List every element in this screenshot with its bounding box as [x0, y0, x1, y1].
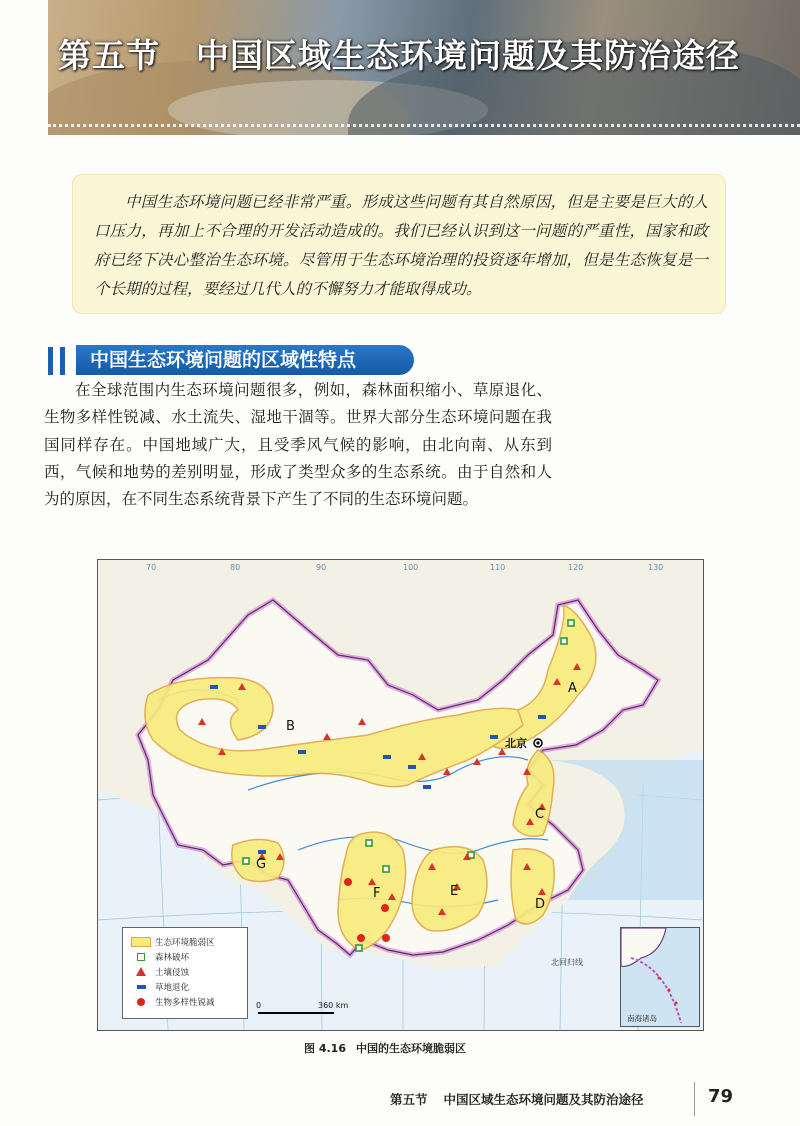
- region-label-b: B: [286, 719, 295, 734]
- legend-item: [131, 964, 247, 979]
- caption-text: 中国的生态环境脆弱区: [355, 1042, 466, 1055]
- section-heading: [44, 345, 416, 377]
- intro-box: [72, 174, 726, 314]
- region-label-c: C: [535, 807, 545, 822]
- forest-damage-square-icon: [131, 952, 151, 962]
- legend-item: [131, 934, 247, 949]
- city-label-beijing: 北京: [505, 737, 527, 750]
- tropic-label: 北回归线: [551, 958, 583, 967]
- title-section-label: 第五节: [58, 36, 160, 75]
- china-ecology-map: [97, 559, 704, 1031]
- region-label-e: E: [450, 884, 459, 899]
- longitude-label: 100: [403, 563, 419, 572]
- caption-number: 图 4.16: [304, 1042, 346, 1055]
- inset-label: 南海诸岛: [627, 1014, 657, 1023]
- inset-map: [621, 928, 699, 1026]
- scale-end-label: 360 km: [318, 1001, 349, 1010]
- longitude-label: 70: [146, 563, 157, 572]
- longitude-label: 80: [230, 563, 241, 572]
- chapter-banner: [48, 0, 800, 135]
- region-label-f: F: [373, 886, 381, 901]
- longitude-label: 110: [490, 563, 506, 572]
- legend-item: [131, 949, 247, 964]
- legend-label: 森林破坏: [155, 952, 190, 963]
- legend-label: 生态环境脆弱区: [155, 937, 215, 948]
- biodiversity-loss-dot-icon: [131, 997, 151, 1007]
- map-legend: [122, 927, 248, 1019]
- legend-label: 生物多样性锐减: [155, 997, 215, 1008]
- running-footer: [390, 1090, 644, 1108]
- page-number: 79: [708, 1086, 734, 1107]
- intro-text: 中国生态环境问题已经非常严重。形成这些问题有其自然原因，但是主要是巨大的人口压力，再加上不合理的开发活动造成的。我们已经认识到这一问题的严重性，国家和政府已经下决心整治生态环境。尽管用于生态环境治理的投资逐年增加，但是生态恢复是一个长期的过程，要经过几代人的不懈努力才能取得成功。: [94, 193, 708, 298]
- footer-divider: [694, 1082, 695, 1116]
- region-label-a: A: [568, 681, 577, 696]
- region-label-g: G: [256, 857, 267, 872]
- fragile-zone-swatch-icon: [131, 937, 151, 947]
- legend-item: [131, 979, 247, 994]
- section-heading-label: 中国生态环境问题的区域性特点: [76, 345, 414, 375]
- soil-erosion-triangle-icon: [131, 967, 151, 977]
- figure-caption: [304, 1040, 466, 1056]
- footer-section-label: 第五节: [390, 1092, 428, 1107]
- south-china-sea-inset: [620, 927, 700, 1027]
- legend-item: [131, 994, 247, 1009]
- heading-bars-icon: [44, 347, 74, 375]
- longitude-label: 130: [648, 563, 664, 572]
- scale-start-label: 0: [256, 1001, 262, 1010]
- scale-bar-line: [258, 1012, 334, 1014]
- grassland-degradation-marker-icon: [131, 982, 151, 992]
- title-text: 中国区域生态环境问题及其防治途径: [196, 36, 740, 75]
- page-title: [58, 30, 740, 77]
- legend-label: 草地退化: [155, 982, 190, 993]
- longitude-label: 90: [316, 563, 327, 572]
- longitude-label: 120: [568, 563, 584, 572]
- banner-dotted-rule: [48, 124, 800, 127]
- footer-title: 中国区域生态环境问题及其防治途径: [443, 1092, 644, 1107]
- region-label-d: D: [535, 897, 546, 912]
- section-paragraph: 在全球范围内生态环境问题很多，例如，森林面积缩小、草原退化、生物多样性锐减、水土流失、湿地干涸等。世界大部分生态环境问题在我国同样存在。中国地域广大，且受季风气候的影响，由北向南、从东到西，气候和地势的差别明显，形成了类型众多的生态系统。由于自然和人为的原因，在不同生态系统背景下产生了不同的生态环境问题。: [44, 381, 552, 509]
- legend-label: 土壤侵蚀: [155, 967, 190, 978]
